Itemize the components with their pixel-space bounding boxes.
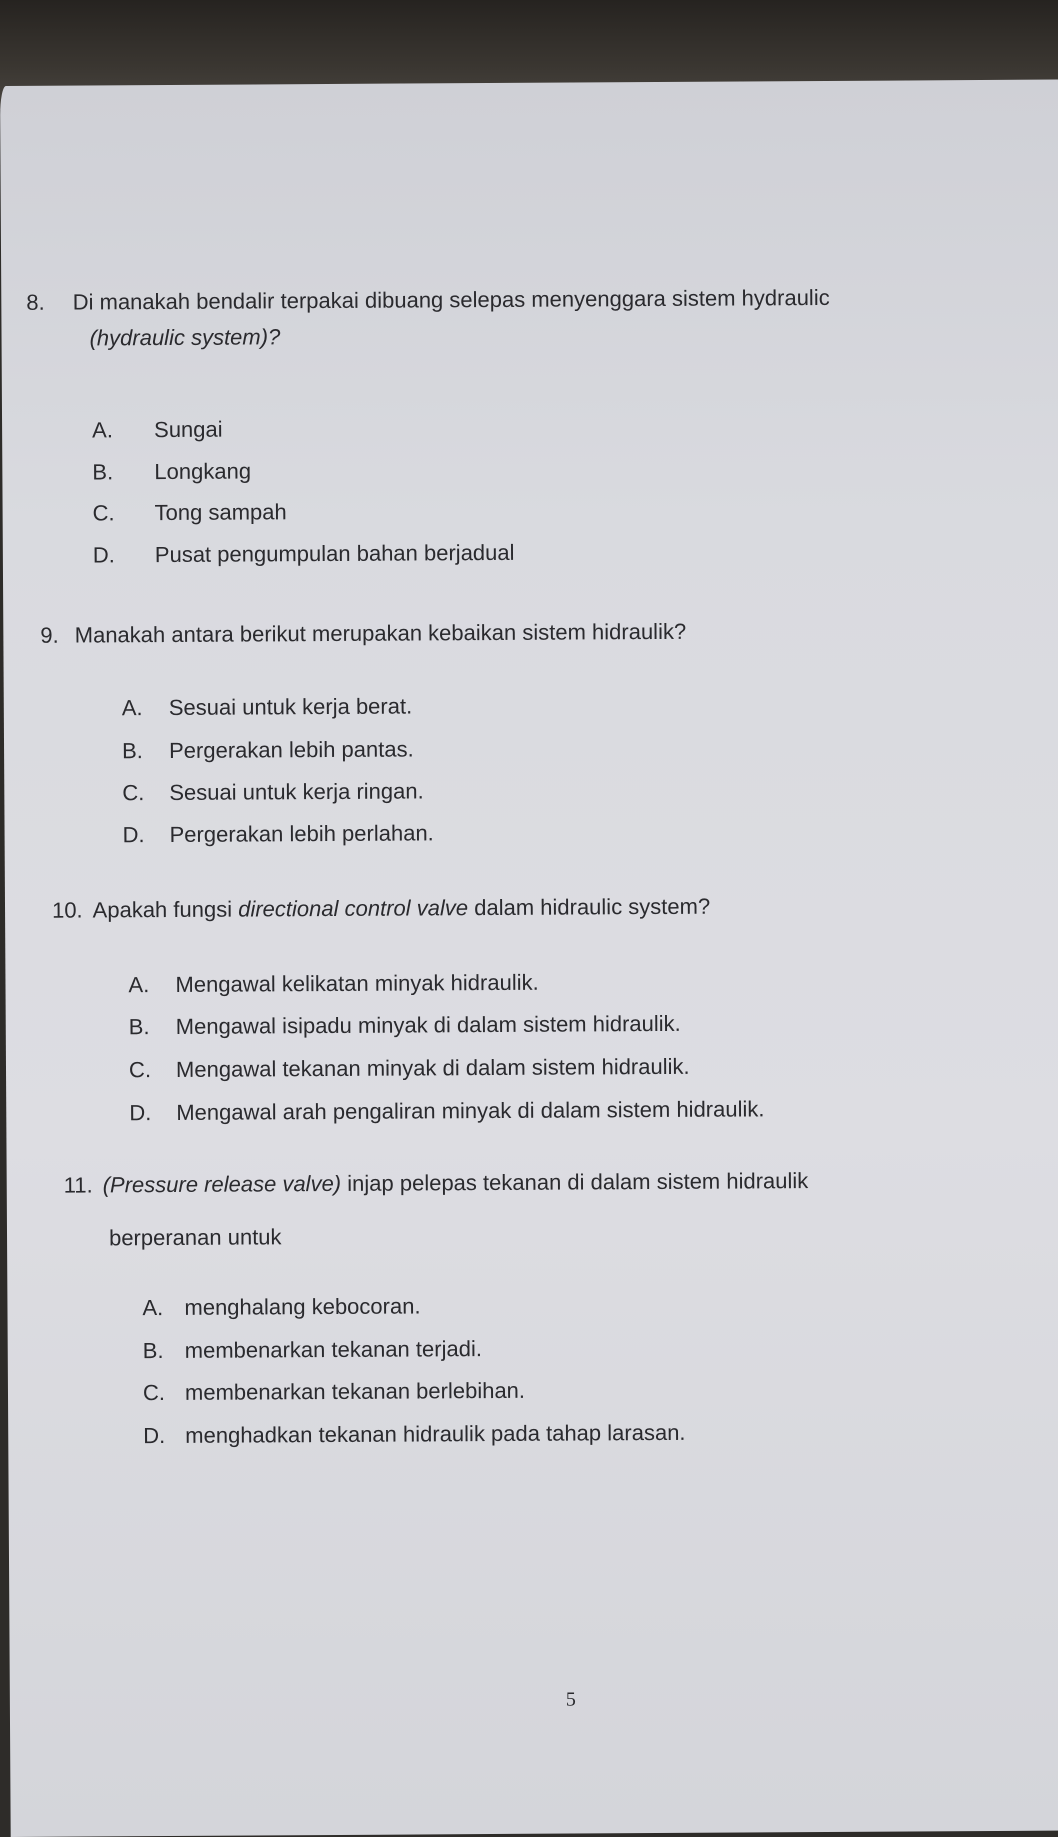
question-10-option-b[interactable] <box>129 1011 681 1040</box>
option-letter: D. <box>122 822 145 848</box>
option-text: Pergerakan lebih perlahan. <box>169 820 434 847</box>
question-11-option-b[interactable] <box>143 1336 482 1364</box>
option-letter: B. <box>142 1338 164 1364</box>
question-text-part-2: injap pelepas tekanan di dalam sistem hidraulik <box>341 1168 809 1196</box>
question-text-italic: directional control valve <box>238 895 469 922</box>
option-text: Pergerakan lebih pantas. <box>168 736 414 763</box>
question-8-option-a[interactable] <box>92 417 223 444</box>
question-text-part-2: dalam hidraulic system? <box>467 893 711 921</box>
question-11-option-a[interactable] <box>142 1293 420 1321</box>
option-letter: D. <box>143 1423 166 1449</box>
question-text: Di manakah bendalir terpakai dibuang selepas menyenggara sistem hydraulic <box>72 284 830 315</box>
question-10-line-1 <box>52 894 710 924</box>
option-letter: C. <box>142 1380 166 1406</box>
option-text: menghalang kebocoran. <box>184 1293 421 1320</box>
option-text: menghadkan tekanan hidraulik pada tahap larasan. <box>185 1419 686 1448</box>
option-text: Mengawal arah pengaliran minyak di dalam sistem hidraulik. <box>176 1096 765 1125</box>
question-9-line-1 <box>40 619 686 649</box>
option-letter: C. <box>122 780 145 806</box>
option-letter: D. <box>129 1100 152 1126</box>
option-letter: A. <box>128 972 150 998</box>
question-8-line-2: (hydraulic system)? <box>89 324 281 351</box>
question-text: Manakah antara berikut merupakan kebaikan sistem hidraulik? <box>74 618 687 648</box>
question-9-option-b[interactable] <box>122 736 414 764</box>
question-11-line-1 <box>64 1168 809 1199</box>
option-letter: C. <box>128 1057 152 1083</box>
page-number: 5 <box>565 1688 576 1711</box>
question-9-option-d[interactable] <box>122 820 433 848</box>
question-11-option-c[interactable] <box>143 1378 525 1406</box>
exam-page <box>0 80 1058 1837</box>
question-9-option-a[interactable] <box>122 693 413 721</box>
question-11-line-2: berperanan untuk <box>108 1224 282 1251</box>
option-text: Mengawal tekanan minyak di dalam sistem hidraulik. <box>175 1053 690 1082</box>
question-8-option-b[interactable] <box>92 458 251 485</box>
option-text: Mengawal kelikatan minyak hidraulik. <box>175 969 539 997</box>
option-text: Tong sampah <box>154 499 287 526</box>
option-letter: D. <box>92 542 115 568</box>
option-letter: B. <box>121 738 143 764</box>
question-number: 10. <box>51 897 83 923</box>
option-letter: B. <box>92 459 114 485</box>
question-number: 11. <box>63 1172 93 1198</box>
question-8-option-d[interactable] <box>93 540 515 569</box>
question-10-option-a[interactable] <box>128 970 538 999</box>
question-8-option-c[interactable] <box>93 499 287 526</box>
option-letter: A. <box>92 417 113 443</box>
option-letter: C. <box>92 500 115 526</box>
option-text: Sesuai untuk kerja berat. <box>168 693 413 720</box>
question-number: 8. <box>26 289 45 315</box>
option-text: membenarkan tekanan terjadi. <box>184 1336 482 1363</box>
option-text: Mengawal isipadu minyak di dalam sistem hidraulik. <box>175 1010 681 1039</box>
question-text-part-1: Apakah fungsi <box>92 896 239 923</box>
question-number: 9. <box>40 622 59 648</box>
option-letter: A. <box>121 695 143 721</box>
option-letter: A. <box>142 1295 164 1321</box>
option-text: membenarkan tekanan berlebihan. <box>184 1377 526 1405</box>
question-9-option-c[interactable] <box>122 778 424 806</box>
option-letter: B. <box>128 1014 150 1040</box>
question-text-italic: (Pressure release valve) <box>102 1170 342 1198</box>
option-text: Sesuai untuk kerja ringan. <box>169 778 424 805</box>
question-11-option-d[interactable] <box>143 1420 685 1449</box>
option-text: Pusat pengumpulan bahan berjadual <box>154 539 515 568</box>
question-8-line-1 <box>26 285 830 316</box>
question-10-option-c[interactable] <box>129 1054 690 1083</box>
question-10-option-d[interactable] <box>129 1096 764 1126</box>
option-text: Sungai <box>154 416 223 443</box>
option-text: Longkang <box>154 458 252 485</box>
